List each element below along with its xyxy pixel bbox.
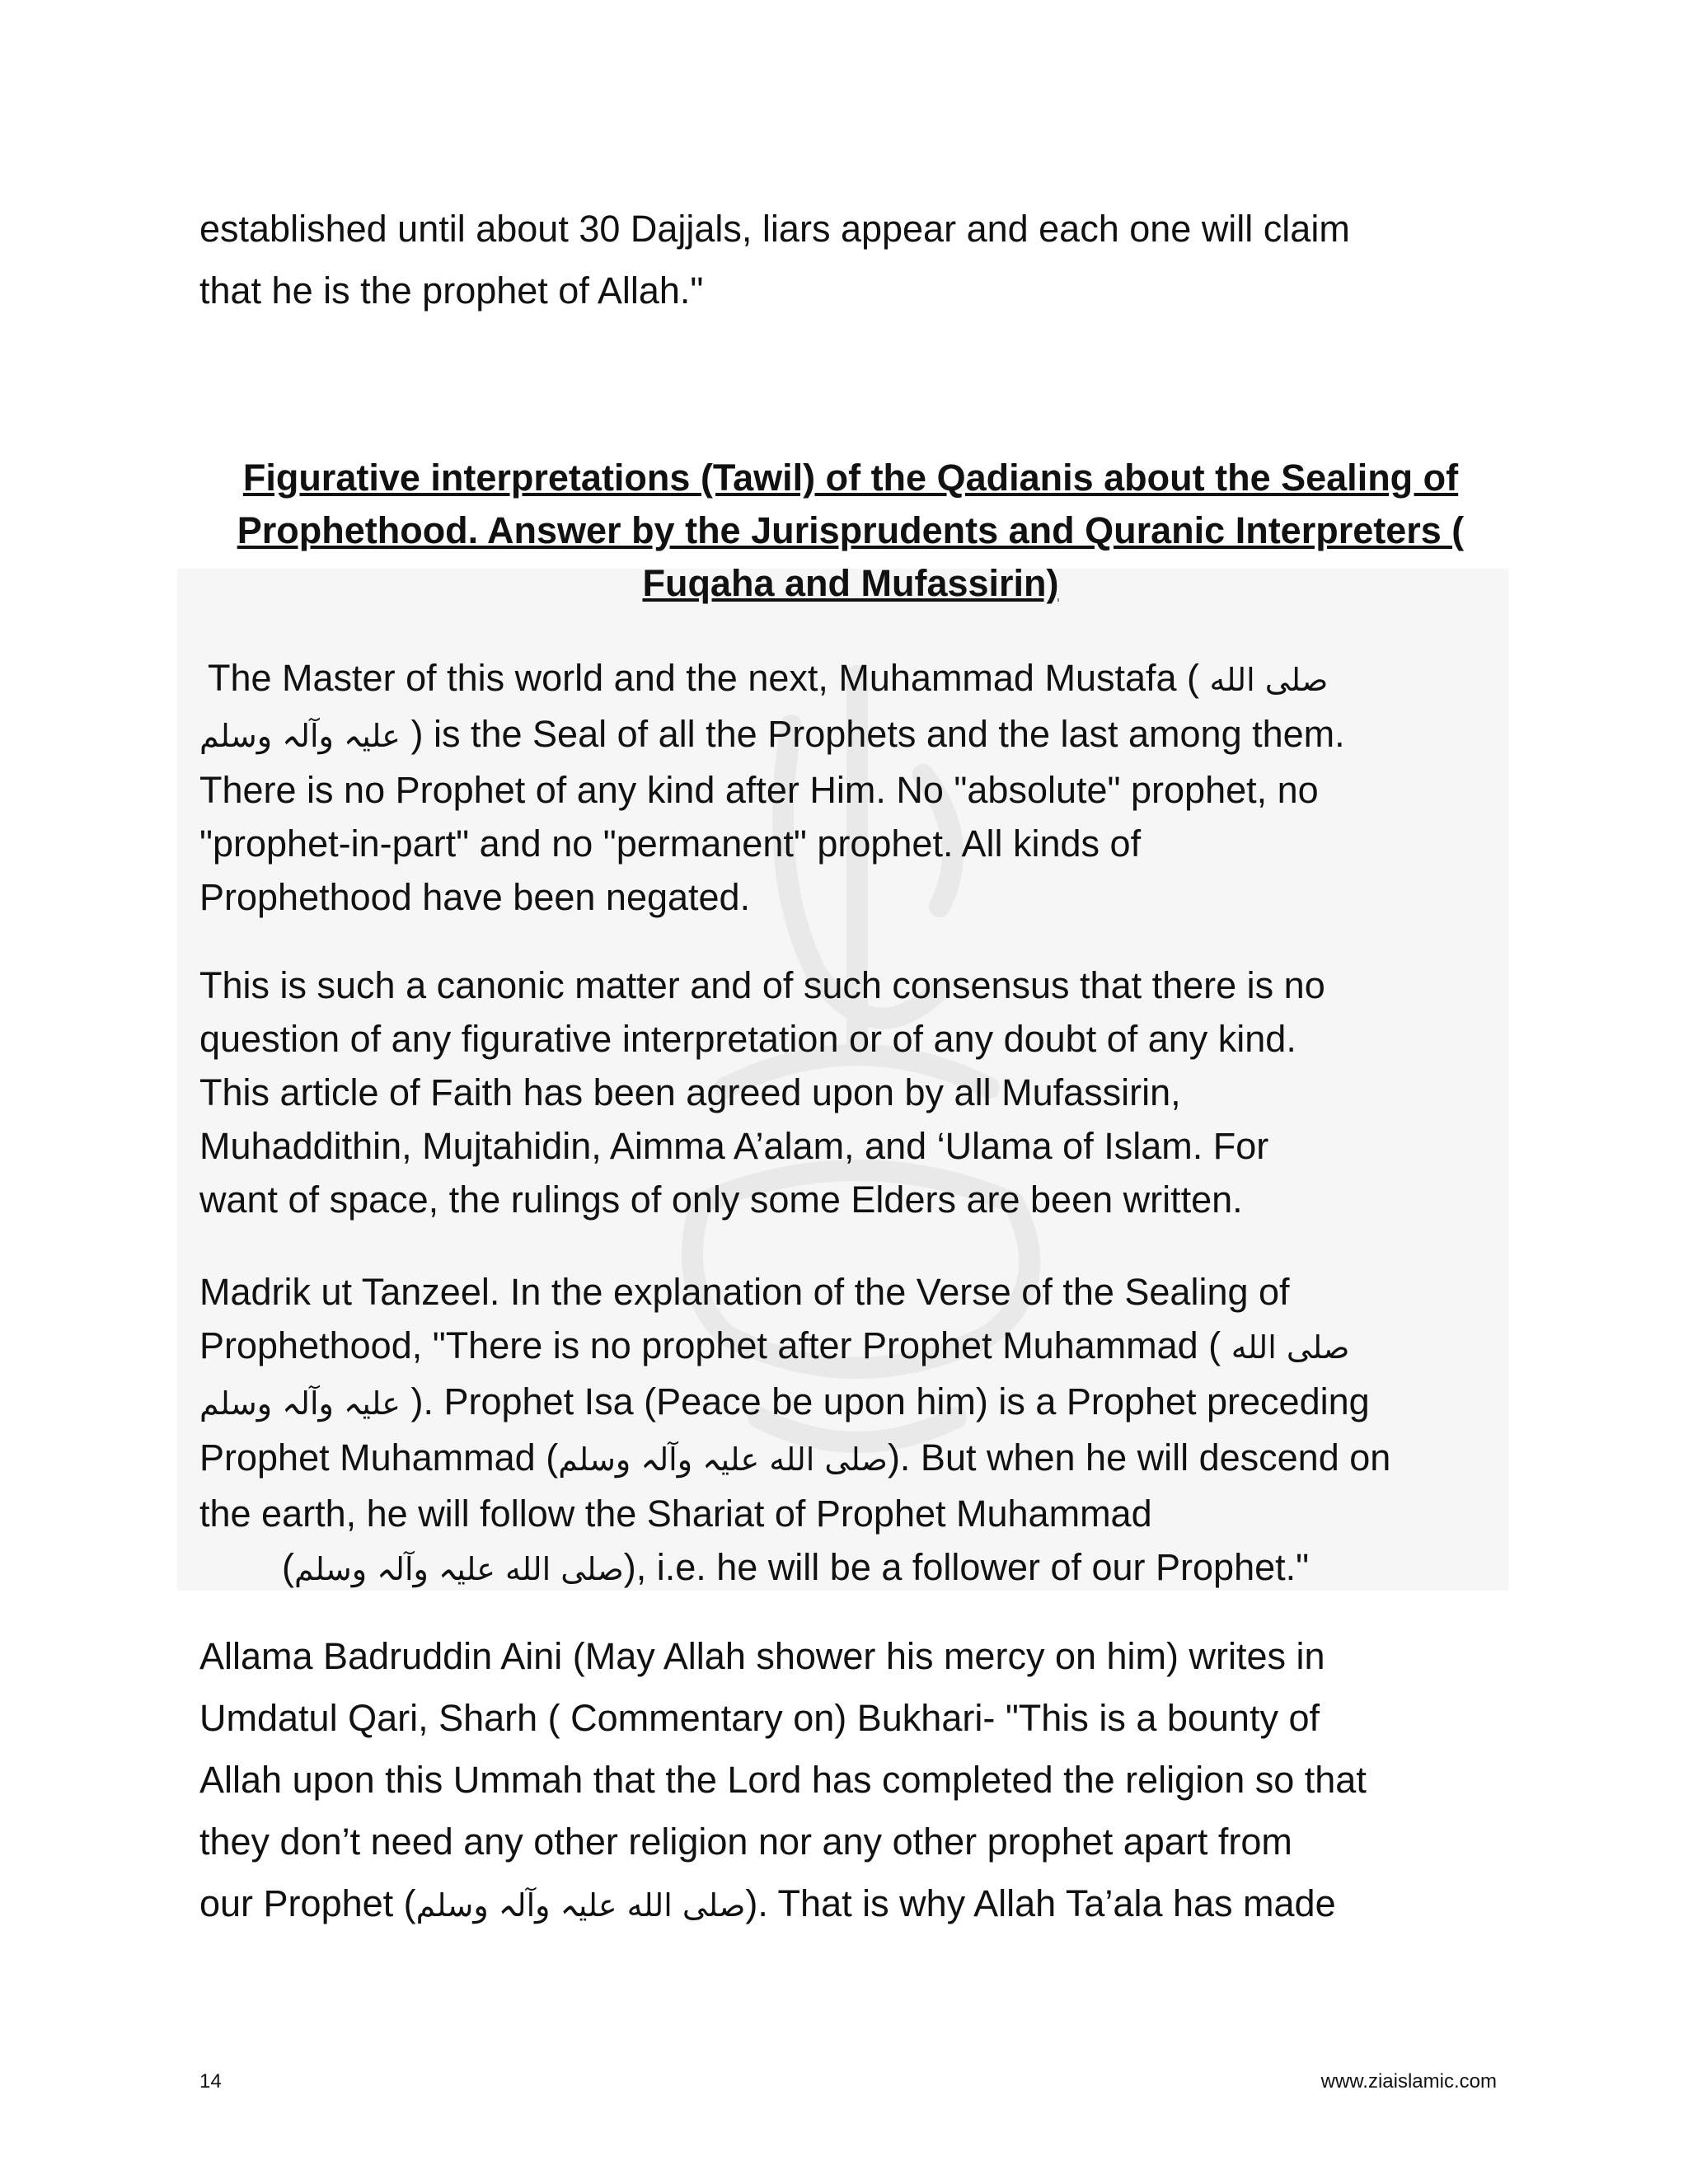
paragraph4-line4: they don’t need any other religion nor any other prophet apart from <box>199 1821 1292 1863</box>
paragraph3-arabic-2: عليہ وآلہ وسلم <box>199 1385 401 1422</box>
top-paragraph <box>199 198 1502 321</box>
paragraph-master <box>199 651 1502 924</box>
paragraph2-line3: This article of Faith has been agreed upon by all Mufassirin, <box>199 1071 1181 1113</box>
paragraph3-line5: the earth, he will follow the Shariat of Prophet Muhammad <box>199 1493 1152 1535</box>
paragraph3-line3b: ). Prophet Isa (Peace be upon him) is a Prophet preceding <box>410 1380 1370 1422</box>
section-heading <box>199 452 1502 610</box>
paragraph4-line5a: our Prophet ( <box>199 1882 416 1924</box>
paragraph1-text-a: The Master of this world and the next, Muhammad Mustafa ( <box>208 657 1200 699</box>
paragraph1-line3: There is no Prophet of any kind after Him. No "absolute" prophet, no <box>199 769 1319 811</box>
paragraph4-line2: Umdatul Qari, Sharh ( Commentary on) Bukhari- "This is a bounty of <box>199 1697 1320 1739</box>
footer-website: www.ziaislamic.com <box>1320 2070 1497 2093</box>
top-paragraph-line2: that he is the prophet of Allah." <box>199 269 704 312</box>
paragraph1-line4: "prophet-in-part" and no "permanent" prophet. All kinds of <box>199 823 1142 865</box>
paragraph2-line2: question of any figurative interpretation or of any doubt of any kind. <box>199 1018 1296 1060</box>
paragraph3-line2a: Prophethood, "There is no prophet after Prophet Muhammad ( <box>199 1324 1221 1366</box>
paragraph4-line3: Allah upon this Ummah that the Lord has completed the religion so that <box>199 1759 1367 1801</box>
paragraph-aini <box>199 1625 1502 1937</box>
heading-line3: Fuqaha and Mufassirin) <box>642 562 1059 604</box>
paragraph1-line5: Prophethood have been negated. <box>199 876 751 918</box>
paragraph3-line6b: ), i.e. he will be a follower of our Prophet." <box>623 1546 1310 1588</box>
paragraph2-line4: Muhaddithin, Mujtahidin, Aimma A’alam, and ‘Ulama of Islam. For <box>199 1125 1269 1167</box>
paragraph2-line5: want of space, the rulings of only some Elders are been written. <box>199 1179 1243 1221</box>
paragraph3-line1: Madrik ut Tanzeel. In the explanation of the Verse of the Sealing of <box>199 1271 1290 1313</box>
paragraph4-arabic-1: صلى الله عليہ وآلہ وسلم <box>415 1887 746 1924</box>
paragraph1-arabic-1: صلى الله <box>1209 662 1329 698</box>
paragraph4-line5b: ). That is why Allah Ta’ala has made <box>745 1882 1336 1924</box>
paragraph3-arabic-4: صلى الله عليہ وآلہ وسلم <box>294 1551 624 1587</box>
paragraph4-line1: Allama Badruddin Aini (May Allah shower his mercy on him) writes in <box>199 1635 1325 1677</box>
paragraph1-text-b: ) is the Seal of all the Prophets and the last among them. <box>410 713 1345 755</box>
paragraph3-arabic-1: صلى الله <box>1231 1329 1350 1366</box>
paragraph3-arabic-3: صلى الله عليہ وآلہ وسلم <box>558 1441 888 1478</box>
paragraph3-line4b: ). But when he will descend on <box>887 1436 1391 1479</box>
paragraph-madrik <box>199 1265 1502 1596</box>
heading-line1: Figurative interpretations (Tawil) of the Qadianis about the Sealing of <box>242 457 1459 499</box>
paragraph-consensus <box>199 958 1502 1226</box>
paragraph1-arabic-2: عليہ وآلہ وسلم <box>199 718 401 754</box>
heading-line2: Prophethood. Answer by the Jurisprudents and Quranic Interpreters ( <box>237 509 1465 551</box>
top-paragraph-line1: established until about 30 Dajjals, liars appear and each one will claim <box>199 208 1350 250</box>
page-number: 14 <box>199 2070 222 2093</box>
paragraph3-line4a: Prophet Muhammad ( <box>199 1436 559 1479</box>
paragraph2-line1: This is such a canonic matter and of such consensus that there is no <box>199 964 1325 1006</box>
paragraph3-line6a: ( <box>282 1546 294 1588</box>
